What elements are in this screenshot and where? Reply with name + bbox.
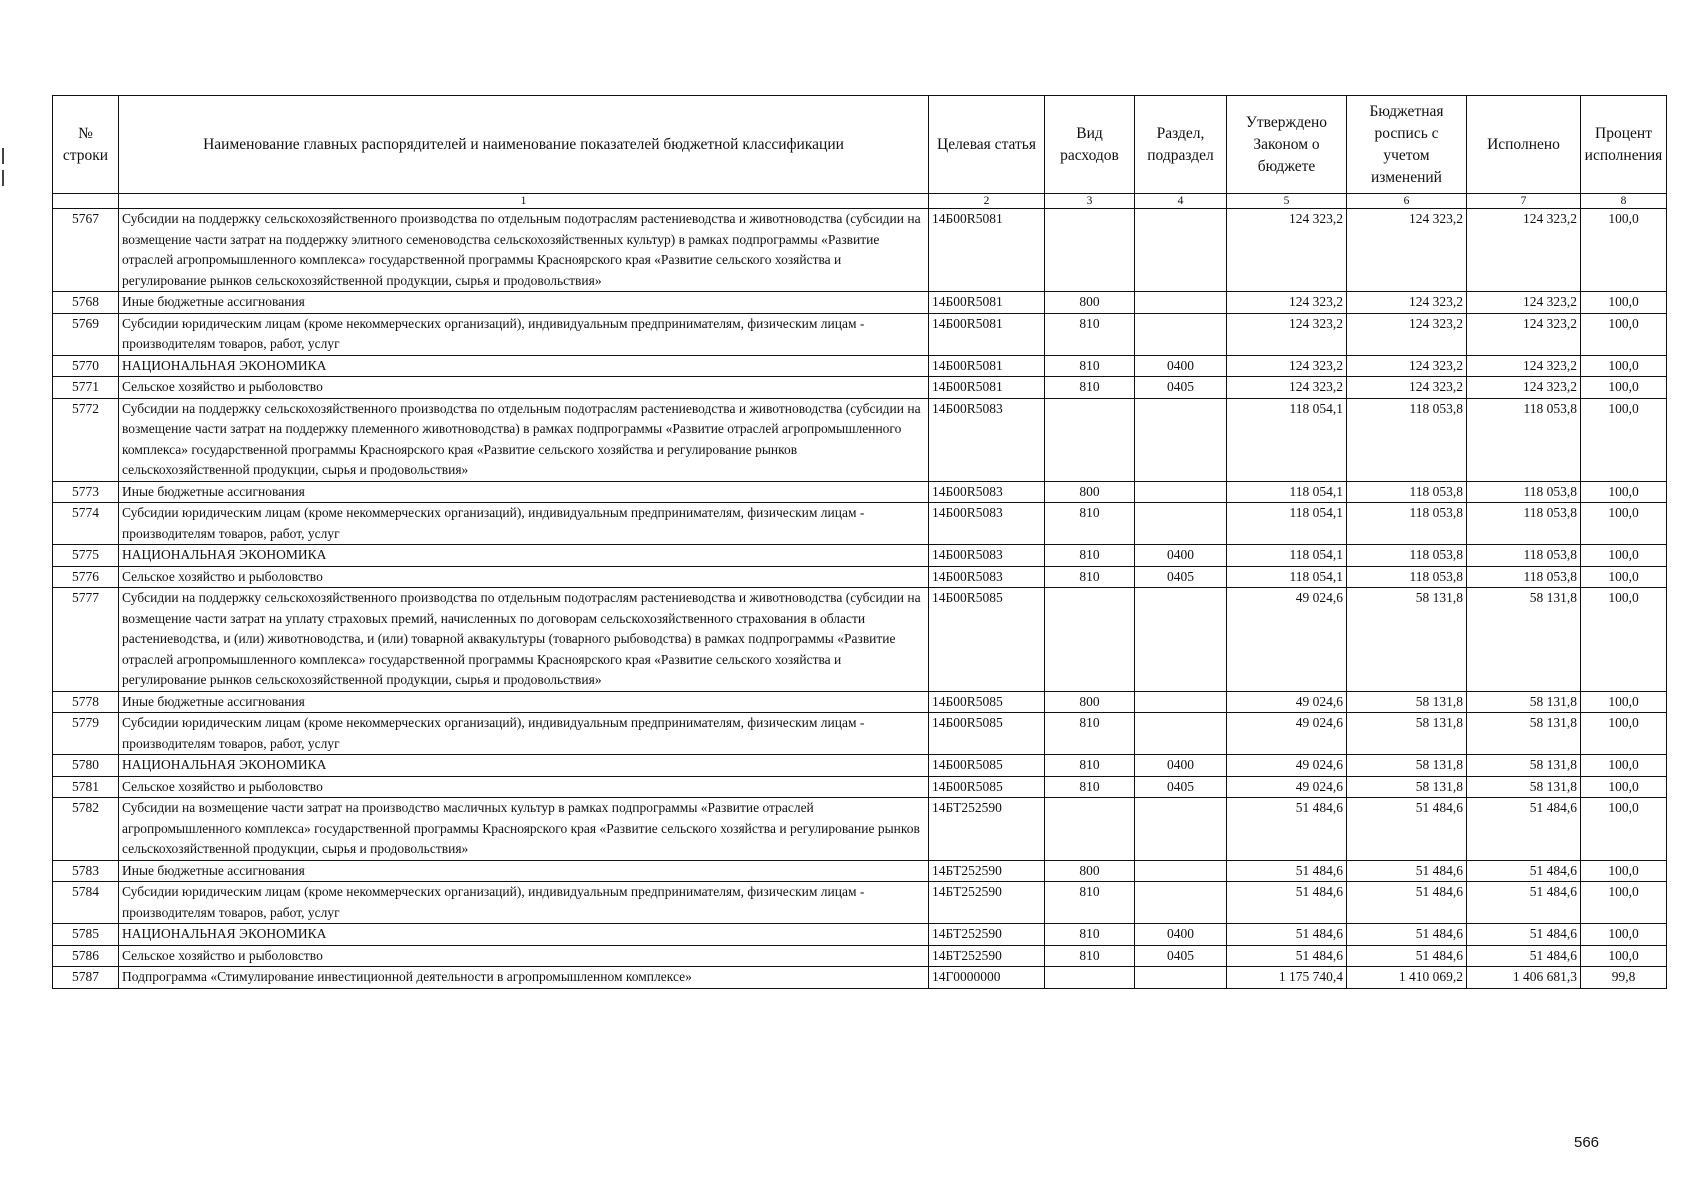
expense-type-cell: 810: [1045, 355, 1135, 377]
target-article-cell: 14БТ252590: [929, 924, 1045, 946]
row-name-cell: Субсидии юридическим лицам (кроме некоммерческих организаций), индивидуальным предпринимателям, физическим лицам - производителям товаров, работ, услуг: [119, 713, 929, 755]
row-name-cell: Субсидии на поддержку сельскохозяйственного производства по отдельным подотраслям растениеводства и животноводства (субсидии на возмещение части затрат на уплату страховых премий, начисленных по договорам сельскохозяйственного страхования в области растениеводства, и (или) животноводства, и (или) товарной аквакультуры (товарного рыбоводства) в рамках подпрограммы «Развитие отраслей агропромышленного комплекса» государственной программы Красноярского края «Развитие сельского хозяйства и регулирование рынков сельскохозяйственной продукции, сырья и продовольствия»: [119, 588, 929, 692]
row-name-cell: Субсидии юридическим лицам (кроме некоммерческих организаций), индивидуальным предпринимателям, физическим лицам - производителям товаров, работ, услуг: [119, 503, 929, 545]
schedule-amount-cell: 124 323,2: [1347, 355, 1467, 377]
scan-margin-mark: [2, 148, 4, 164]
percent-cell: 100,0: [1581, 860, 1667, 882]
percent-cell: 100,0: [1581, 924, 1667, 946]
header-row: [53, 96, 1667, 194]
table-row: [53, 588, 1667, 692]
row-number-cell: 5774: [53, 503, 119, 545]
percent-cell: 100,0: [1581, 503, 1667, 545]
table-row: [53, 860, 1667, 882]
row-number-cell: 5771: [53, 377, 119, 399]
schedule-amount-cell: 124 323,2: [1347, 292, 1467, 314]
approved-amount-cell: 49 024,6: [1227, 755, 1347, 777]
row-number-cell: 5769: [53, 313, 119, 355]
section-cell: [1135, 588, 1227, 692]
row-number-cell: 5777: [53, 588, 119, 692]
row-name-cell: НАЦИОНАЛЬНАЯ ЭКОНОМИКА: [119, 924, 929, 946]
table-row: [53, 481, 1667, 503]
row-number-cell: 5784: [53, 882, 119, 924]
row-number-cell: 5770: [53, 355, 119, 377]
header-approved: Утверждено Законом о бюджете: [1227, 96, 1347, 194]
schedule-amount-cell: 118 053,8: [1347, 503, 1467, 545]
expense-type-cell: 810: [1045, 313, 1135, 355]
target-article-cell: 14Б00R5081: [929, 377, 1045, 399]
approved-amount-cell: 124 323,2: [1227, 313, 1347, 355]
section-cell: 0400: [1135, 545, 1227, 567]
target-article-cell: 14БТ252590: [929, 945, 1045, 967]
approved-amount-cell: 49 024,6: [1227, 691, 1347, 713]
target-article-cell: 14Б00R5085: [929, 691, 1045, 713]
schedule-amount-cell: 118 053,8: [1347, 481, 1467, 503]
header-expense-type: Вид расходов: [1045, 96, 1135, 194]
expense-type-cell: 800: [1045, 860, 1135, 882]
table-row: [53, 755, 1667, 777]
row-name-cell: Субсидии юридическим лицам (кроме некоммерческих организаций), индивидуальным предпринимателям, физическим лицам - производителям товаров, работ, услуг: [119, 313, 929, 355]
expense-type-cell: 810: [1045, 503, 1135, 545]
header-target-article: Целевая статья: [929, 96, 1045, 194]
section-cell: [1135, 313, 1227, 355]
schedule-amount-cell: 124 323,2: [1347, 313, 1467, 355]
expense-type-cell: 810: [1045, 776, 1135, 798]
target-article-cell: 14Б00R5083: [929, 481, 1045, 503]
schedule-amount-cell: 118 053,8: [1347, 566, 1467, 588]
expense-type-cell: [1045, 588, 1135, 692]
executed-amount-cell: 51 484,6: [1467, 924, 1581, 946]
column-number: 1: [119, 194, 929, 209]
section-cell: [1135, 503, 1227, 545]
table-row: [53, 313, 1667, 355]
section-cell: 0405: [1135, 566, 1227, 588]
approved-amount-cell: 124 323,2: [1227, 292, 1347, 314]
row-number-cell: 5783: [53, 860, 119, 882]
percent-cell: 100,0: [1581, 776, 1667, 798]
percent-cell: 100,0: [1581, 798, 1667, 861]
table-row: [53, 924, 1667, 946]
column-number: 4: [1135, 194, 1227, 209]
schedule-amount-cell: 58 131,8: [1347, 713, 1467, 755]
expense-type-cell: 810: [1045, 882, 1135, 924]
row-name-cell: Иные бюджетные ассигнования: [119, 860, 929, 882]
row-number-cell: 5772: [53, 398, 119, 481]
schedule-amount-cell: 58 131,8: [1347, 588, 1467, 692]
target-article-cell: 14Б00R5085: [929, 713, 1045, 755]
approved-amount-cell: 51 484,6: [1227, 882, 1347, 924]
schedule-amount-cell: 1 410 069,2: [1347, 967, 1467, 989]
page-number: 566: [1574, 1134, 1600, 1151]
table-row: [53, 377, 1667, 399]
schedule-amount-cell: 58 131,8: [1347, 776, 1467, 798]
row-name-cell: Иные бюджетные ассигнования: [119, 691, 929, 713]
executed-amount-cell: 1 406 681,3: [1467, 967, 1581, 989]
section-cell: [1135, 798, 1227, 861]
expense-type-cell: 810: [1045, 755, 1135, 777]
expense-type-cell: [1045, 967, 1135, 989]
approved-amount-cell: 124 323,2: [1227, 209, 1347, 292]
section-cell: [1135, 860, 1227, 882]
approved-amount-cell: 118 054,1: [1227, 566, 1347, 588]
row-name-cell: Субсидии на поддержку сельскохозяйственного производства по отдельным подотраслям растениеводства и животноводства (субсидии на возмещение части затрат на поддержку племенного животноводства) в рамках подпрограммы «Развитие отраслей агропромышленного комплекса» государственной программы Красноярского края «Развитие сельского хозяйства и регулирование рынков сельскохозяйственной продукции, сырья и продовольствия»: [119, 398, 929, 481]
row-name-cell: НАЦИОНАЛЬНАЯ ЭКОНОМИКА: [119, 355, 929, 377]
column-number: 6: [1347, 194, 1467, 209]
section-cell: [1135, 967, 1227, 989]
row-number-cell: 5781: [53, 776, 119, 798]
expense-type-cell: 800: [1045, 292, 1135, 314]
section-cell: 0400: [1135, 924, 1227, 946]
row-name-cell: Сельское хозяйство и рыболовство: [119, 377, 929, 399]
row-number-cell: 5768: [53, 292, 119, 314]
schedule-amount-cell: 51 484,6: [1347, 945, 1467, 967]
schedule-amount-cell: 51 484,6: [1347, 798, 1467, 861]
target-article-cell: 14Б00R5081: [929, 355, 1045, 377]
executed-amount-cell: 118 053,8: [1467, 481, 1581, 503]
executed-amount-cell: 51 484,6: [1467, 882, 1581, 924]
scan-margin-mark: [2, 170, 4, 186]
row-name-cell: Иные бюджетные ассигнования: [119, 292, 929, 314]
section-cell: [1135, 398, 1227, 481]
row-name-cell: Сельское хозяйство и рыболовство: [119, 566, 929, 588]
executed-amount-cell: 118 053,8: [1467, 566, 1581, 588]
target-article-cell: 14Г0000000: [929, 967, 1045, 989]
column-number: 2: [929, 194, 1045, 209]
expense-type-cell: 810: [1045, 377, 1135, 399]
percent-cell: 100,0: [1581, 481, 1667, 503]
executed-amount-cell: 118 053,8: [1467, 398, 1581, 481]
executed-amount-cell: 124 323,2: [1467, 377, 1581, 399]
row-name-cell: Субсидии на возмещение части затрат на производство масличных культур в рамках подпрограммы «Развитие отраслей агропромышленного комплекса» государственной программы Красноярского края «Развитие сельского хозяйства и регулирование рынков сельскохозяйственной продукции, сырья и продовольствия»: [119, 798, 929, 861]
approved-amount-cell: 124 323,2: [1227, 355, 1347, 377]
row-name-cell: Подпрограмма «Стимулирование инвестиционной деятельности в агропромышленном комплексе»: [119, 967, 929, 989]
row-number-cell: 5767: [53, 209, 119, 292]
approved-amount-cell: 51 484,6: [1227, 924, 1347, 946]
section-cell: 0405: [1135, 377, 1227, 399]
row-name-cell: Сельское хозяйство и рыболовство: [119, 776, 929, 798]
approved-amount-cell: 51 484,6: [1227, 945, 1347, 967]
row-number-cell: 5780: [53, 755, 119, 777]
approved-amount-cell: 118 054,1: [1227, 481, 1347, 503]
table-row: [53, 776, 1667, 798]
executed-amount-cell: 58 131,8: [1467, 755, 1581, 777]
table-row: [53, 292, 1667, 314]
row-number-cell: 5776: [53, 566, 119, 588]
target-article-cell: 14Б00R5085: [929, 755, 1045, 777]
row-name-cell: Субсидии на поддержку сельскохозяйственного производства по отдельным подотраслям растениеводства и животноводства (субсидии на возмещение части затрат на поддержку элитного семеноводства сельскохозяйственных культур) в рамках подпрограммы «Развитие отраслей агропромышленного комплекса» государственной программы Красноярского края «Развитие сельского хозяйства и регулирование рынков сельскохозяйственной продукции, сырья и продовольствия»: [119, 209, 929, 292]
executed-amount-cell: 51 484,6: [1467, 945, 1581, 967]
table-row: [53, 945, 1667, 967]
percent-cell: 99,8: [1581, 967, 1667, 989]
header-name: Наименование главных распорядителей и наименование показателей бюджетной классификации: [119, 96, 929, 194]
percent-cell: 100,0: [1581, 945, 1667, 967]
expense-type-cell: [1045, 209, 1135, 292]
target-article-cell: 14Б00R5083: [929, 545, 1045, 567]
percent-cell: 100,0: [1581, 398, 1667, 481]
target-article-cell: 14Б00R5081: [929, 209, 1045, 292]
target-article-cell: 14Б00R5081: [929, 313, 1045, 355]
executed-amount-cell: 58 131,8: [1467, 691, 1581, 713]
percent-cell: 100,0: [1581, 313, 1667, 355]
expense-type-cell: 800: [1045, 481, 1135, 503]
row-name-cell: Сельское хозяйство и рыболовство: [119, 945, 929, 967]
table-row: [53, 398, 1667, 481]
percent-cell: 100,0: [1581, 713, 1667, 755]
target-article-cell: 14Б00R5083: [929, 566, 1045, 588]
target-article-cell: 14Б00R5085: [929, 588, 1045, 692]
percent-cell: 100,0: [1581, 209, 1667, 292]
percent-cell: 100,0: [1581, 292, 1667, 314]
executed-amount-cell: 118 053,8: [1467, 503, 1581, 545]
table-row: [53, 882, 1667, 924]
section-cell: 0400: [1135, 355, 1227, 377]
target-article-cell: 14Б00R5085: [929, 776, 1045, 798]
column-number: 7: [1467, 194, 1581, 209]
approved-amount-cell: 118 054,1: [1227, 398, 1347, 481]
approved-amount-cell: 51 484,6: [1227, 860, 1347, 882]
executed-amount-cell: 58 131,8: [1467, 713, 1581, 755]
expense-type-cell: 810: [1045, 566, 1135, 588]
row-number-cell: 5782: [53, 798, 119, 861]
table-row: [53, 545, 1667, 567]
row-number-cell: 5785: [53, 924, 119, 946]
expense-type-cell: 810: [1045, 924, 1135, 946]
expense-type-cell: 810: [1045, 713, 1135, 755]
section-cell: [1135, 481, 1227, 503]
approved-amount-cell: 51 484,6: [1227, 798, 1347, 861]
header-row-number: № строки: [53, 96, 119, 194]
header-percent: Процент исполнения: [1581, 96, 1667, 194]
column-number: [53, 194, 119, 209]
row-number-cell: 5775: [53, 545, 119, 567]
target-article-cell: 14Б00R5083: [929, 398, 1045, 481]
schedule-amount-cell: 58 131,8: [1347, 691, 1467, 713]
target-article-cell: 14БТ252590: [929, 860, 1045, 882]
table-row: [53, 566, 1667, 588]
header-executed: Исполнено: [1467, 96, 1581, 194]
column-number-row: [53, 194, 1667, 209]
table-row: [53, 798, 1667, 861]
approved-amount-cell: 1 175 740,4: [1227, 967, 1347, 989]
executed-amount-cell: 124 323,2: [1467, 209, 1581, 292]
approved-amount-cell: 49 024,6: [1227, 713, 1347, 755]
approved-amount-cell: 49 024,6: [1227, 776, 1347, 798]
header-budget-schedule: Бюджетная роспись с учетом изменений: [1347, 96, 1467, 194]
row-number-cell: 5778: [53, 691, 119, 713]
target-article-cell: 14БТ252590: [929, 798, 1045, 861]
schedule-amount-cell: 124 323,2: [1347, 377, 1467, 399]
row-name-cell: Иные бюджетные ассигнования: [119, 481, 929, 503]
approved-amount-cell: 118 054,1: [1227, 503, 1347, 545]
section-cell: [1135, 691, 1227, 713]
section-cell: 0405: [1135, 945, 1227, 967]
target-article-cell: 14Б00R5081: [929, 292, 1045, 314]
executed-amount-cell: 124 323,2: [1467, 313, 1581, 355]
percent-cell: 100,0: [1581, 377, 1667, 399]
percent-cell: 100,0: [1581, 566, 1667, 588]
expense-type-cell: 810: [1045, 545, 1135, 567]
expense-type-cell: 800: [1045, 691, 1135, 713]
executed-amount-cell: 118 053,8: [1467, 545, 1581, 567]
section-cell: [1135, 882, 1227, 924]
schedule-amount-cell: 118 053,8: [1347, 398, 1467, 481]
schedule-amount-cell: 51 484,6: [1347, 924, 1467, 946]
row-name-cell: НАЦИОНАЛЬНАЯ ЭКОНОМИКА: [119, 755, 929, 777]
row-name-cell: НАЦИОНАЛЬНАЯ ЭКОНОМИКА: [119, 545, 929, 567]
target-article-cell: 14Б00R5083: [929, 503, 1045, 545]
section-cell: 0405: [1135, 776, 1227, 798]
percent-cell: 100,0: [1581, 588, 1667, 692]
table-row: [53, 691, 1667, 713]
header-section: Раздел, подраздел: [1135, 96, 1227, 194]
approved-amount-cell: 124 323,2: [1227, 377, 1347, 399]
expense-type-cell: [1045, 798, 1135, 861]
row-number-cell: 5779: [53, 713, 119, 755]
percent-cell: 100,0: [1581, 882, 1667, 924]
executed-amount-cell: 51 484,6: [1467, 860, 1581, 882]
percent-cell: 100,0: [1581, 545, 1667, 567]
schedule-amount-cell: 124 323,2: [1347, 209, 1467, 292]
budget-execution-table: [52, 95, 1667, 989]
table-row: [53, 209, 1667, 292]
schedule-amount-cell: 118 053,8: [1347, 545, 1467, 567]
section-cell: [1135, 292, 1227, 314]
percent-cell: 100,0: [1581, 691, 1667, 713]
schedule-amount-cell: 58 131,8: [1347, 755, 1467, 777]
row-number-cell: 5787: [53, 967, 119, 989]
expense-type-cell: [1045, 398, 1135, 481]
column-number: 8: [1581, 194, 1667, 209]
executed-amount-cell: 124 323,2: [1467, 292, 1581, 314]
row-number-cell: 5773: [53, 481, 119, 503]
expense-type-cell: 810: [1045, 945, 1135, 967]
executed-amount-cell: 51 484,6: [1467, 798, 1581, 861]
table-row: [53, 713, 1667, 755]
approved-amount-cell: 118 054,1: [1227, 545, 1347, 567]
section-cell: [1135, 713, 1227, 755]
table-row: [53, 355, 1667, 377]
table-body: [53, 209, 1667, 989]
percent-cell: 100,0: [1581, 355, 1667, 377]
target-article-cell: 14БТ252590: [929, 882, 1045, 924]
table-row: [53, 967, 1667, 989]
section-cell: 0400: [1135, 755, 1227, 777]
executed-amount-cell: 124 323,2: [1467, 355, 1581, 377]
executed-amount-cell: 58 131,8: [1467, 588, 1581, 692]
section-cell: [1135, 209, 1227, 292]
schedule-amount-cell: 51 484,6: [1347, 860, 1467, 882]
percent-cell: 100,0: [1581, 755, 1667, 777]
approved-amount-cell: 49 024,6: [1227, 588, 1347, 692]
column-number: 5: [1227, 194, 1347, 209]
column-number: 3: [1045, 194, 1135, 209]
row-number-cell: 5786: [53, 945, 119, 967]
schedule-amount-cell: 51 484,6: [1347, 882, 1467, 924]
table-row: [53, 503, 1667, 545]
executed-amount-cell: 58 131,8: [1467, 776, 1581, 798]
row-name-cell: Субсидии юридическим лицам (кроме некоммерческих организаций), индивидуальным предпринимателям, физическим лицам - производителям товаров, работ, услуг: [119, 882, 929, 924]
